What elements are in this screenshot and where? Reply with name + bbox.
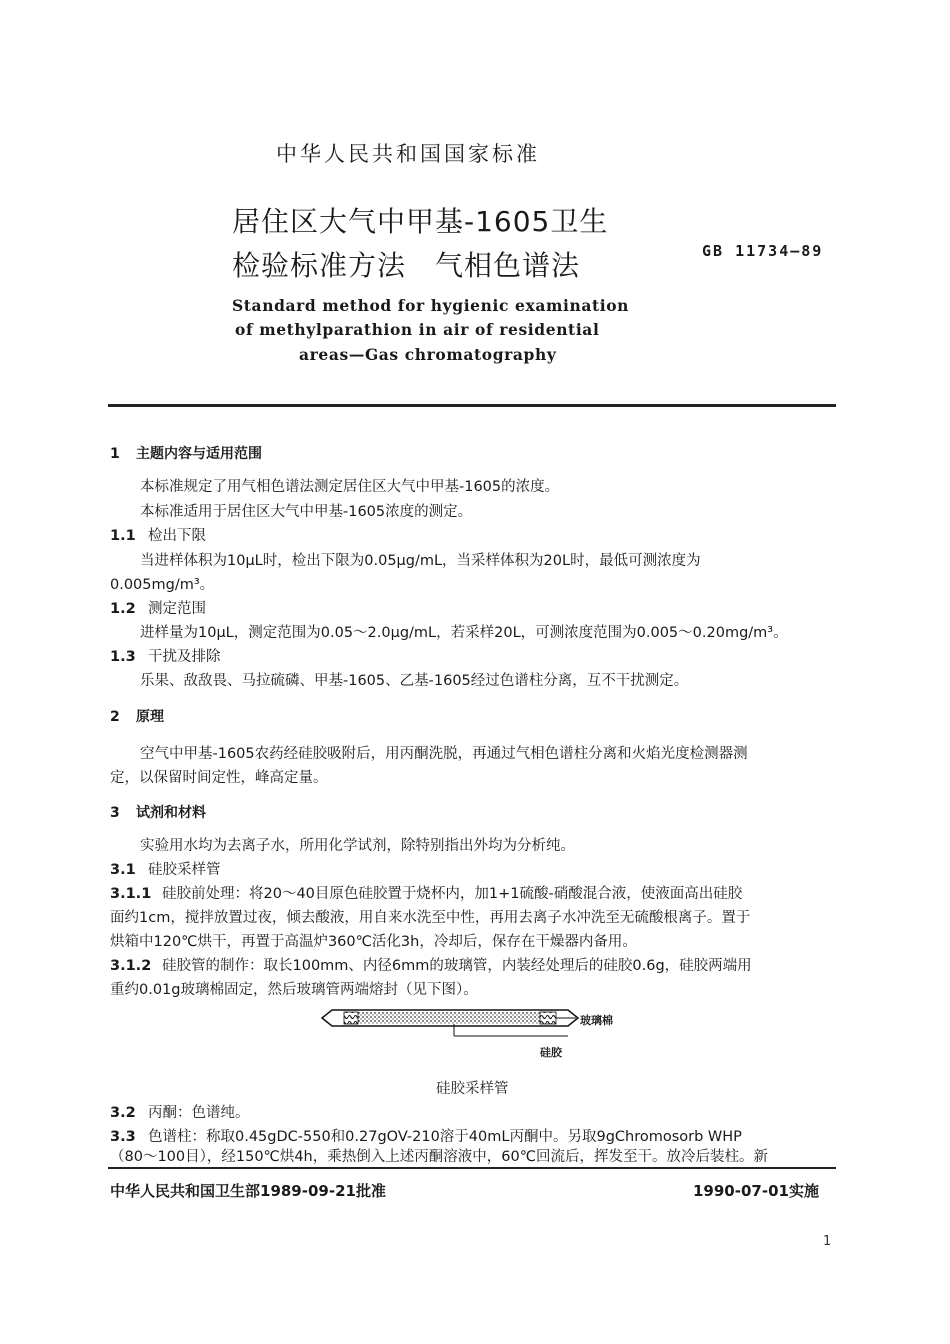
paragraph: 重约0.01g玻璃棉固定，然后玻璃管两端熔封（见下图）。 [110, 982, 478, 998]
footer-divider [108, 1167, 836, 1169]
paragraph: 进样量为10μL，测定范围为0.05～2.0μg/mL，若采样20L，可测浓度范围为0.005～0.20mg/m³。 [140, 625, 788, 641]
section-title: 试剂和材料 [136, 805, 206, 821]
paragraph: 面约1cm，搅拌放置过夜，倾去酸液，用自来水洗至中性，再用去离子水冲洗至无硫酸根离子。置于 [110, 910, 751, 926]
section-number: 1.1 [110, 528, 136, 544]
section-title: 硅胶采样管 [148, 862, 221, 878]
section-number: 3.1.1 [110, 886, 152, 902]
section-number: 3.3 [110, 1129, 136, 1145]
paragraph: 硅胶管的制作：取长100mm、内径6mm的玻璃管，内装经处理后的硅胶0.6g，硅胶两端用 [162, 958, 752, 974]
section-title: 测定范围 [148, 601, 206, 617]
subsection-1-2-heading [110, 597, 206, 618]
title-line-1: 居住区大气中甲基-1605卫生 [232, 205, 609, 238]
silica-gel-tube-figure [318, 1008, 638, 1068]
section-title: 干扰及排除 [148, 649, 221, 665]
subsection-3-3 [110, 1125, 742, 1146]
section-title: 检出下限 [148, 528, 206, 544]
english-title-line-3: areas—Gas chromatography [299, 345, 557, 364]
header-divider [108, 404, 836, 407]
paragraph: 乐果、敌敌畏、马拉硫磷、甲基-1605、乙基-1605经过色谱柱分离，互不干扰测定。 [140, 673, 689, 689]
section-2-heading [110, 706, 164, 726]
section-number: 3.2 [110, 1105, 136, 1121]
paragraph: 硅胶前处理：将20～40目原色硅胶置于烧杯内，加1+1硫酸-硝酸混合液，使液面高出硅胶 [162, 886, 743, 902]
label-silica-gel: 硅胶 [540, 1046, 562, 1059]
page-number: 1 [823, 1234, 832, 1249]
paragraph: 烘箱中120℃烘干，再置于高温炉360℃活化3h，冷却后，保存在干燥器内备用。 [110, 934, 637, 950]
paragraph: 空气中甲基-1605农药经硅胶吸附后，用丙酮洗脱，再通过气相色谱柱分离和火焰光度检测器测 [140, 746, 748, 762]
section-number: 1 [110, 446, 120, 462]
paragraph: 0.005mg/m³。 [110, 577, 215, 593]
paragraph: （80～100目），经150℃烘4h，乘热倒入上述丙酮溶液中，60℃回流后，挥发至干。放冷后装柱。新 [110, 1149, 768, 1165]
paragraph: 定，以保留时间定性，峰高定量。 [110, 770, 328, 786]
section-number: 2 [110, 709, 120, 725]
section-number: 1.2 [110, 601, 136, 617]
paragraph: 当进样体积为10μL时，检出下限为0.05μg/mL，当采样体积为20L时，最低可测浓度为 [140, 553, 701, 569]
section-3-heading [110, 802, 206, 822]
paragraph: 本标准规定了用气相色谱法测定居住区大气中甲基-1605的浓度。 [140, 479, 560, 495]
section-number: 3.1.2 [110, 958, 152, 974]
title-line-2: 检验标准方法 气相色谱法 [232, 249, 581, 282]
approval-date: 中华人民共和国卫生部1989-09-21批准 [110, 1182, 386, 1200]
paragraph: 实验用水均为去离子水，所用化学试剂，除特别指出外均为分析纯。 [140, 838, 575, 854]
subsection-3-1-heading [110, 858, 221, 879]
effective-date: 1990-07-01实施 [693, 1182, 819, 1200]
national-standard-heading: 中华人民共和国国家标准 [276, 142, 540, 166]
paragraph: 丙酮：色谱纯。 [148, 1105, 250, 1121]
gb-number: GB 11734—89 [702, 242, 824, 260]
subsection-1-3-heading [110, 645, 221, 666]
section-title: 原理 [136, 709, 164, 725]
subsection-1-1-heading [110, 524, 206, 545]
subsection-3-1-1 [110, 882, 742, 903]
paragraph: 本标准适用于居住区大气中甲基-1605浓度的测定。 [140, 504, 473, 520]
glass-wool-plug-left [344, 1012, 358, 1024]
label-glass-wool: 玻璃棉 [580, 1014, 613, 1027]
figure-caption: 硅胶采样管 [436, 1081, 509, 1097]
subsection-3-2 [110, 1101, 250, 1122]
paragraph: 色谱柱：称取0.45gDC-550和0.27gOV-210溶于40mL丙酮中。另取9gChromosorb WHP [148, 1129, 742, 1145]
silica-gel-fill [356, 1012, 544, 1024]
subsection-3-1-2 [110, 954, 752, 975]
section-number: 3 [110, 805, 120, 821]
section-number: 1.3 [110, 649, 136, 665]
section-1-heading [110, 443, 262, 463]
section-title: 主题内容与适用范围 [136, 446, 262, 462]
english-title-line-2: of methylparathion in air of residential [235, 320, 600, 339]
glass-wool-plug-right [540, 1012, 556, 1024]
section-number: 3.1 [110, 862, 136, 878]
english-title-line-1: Standard method for hygienic examination [232, 296, 630, 315]
